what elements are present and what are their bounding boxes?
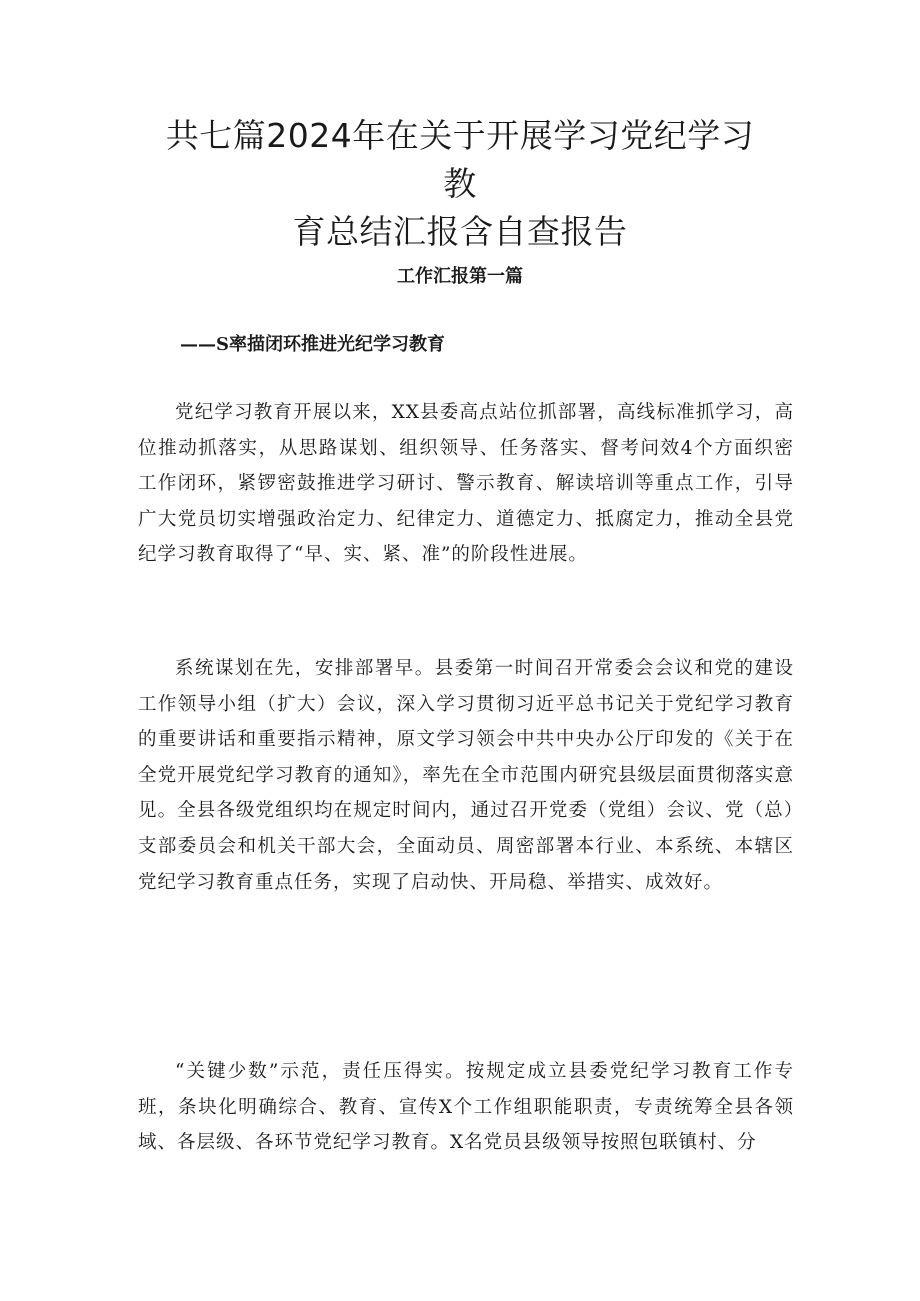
paragraph-2: 系统谋划在先，安排部署早。县委第一时间召开常委会会议和党的建设工作领导小组（扩大）会议，深入学习贯彻习近平总书记关于党纪学习教育的重要讲话和重要指示精神，原文学习领会中共中央办公厅印发的《关于在全党开展党纪学习教育的通知》，率先在全市范围内研究县级层面贯彻落实意见。全县各级党组织均在规定时间内，通过召开党委（党组）会议、党（总）支部委员会和机关干部大会，全面动员、周密部署本行业、本系统、本辖区党纪学习教育重点任务，实现了启动快、开局稳、举措实、成效好。 [138,658,794,893]
title-line-2: 育总结汇报含自查报告 [292,212,628,251]
section-heading: 工作汇报第一篇 [397,266,523,287]
subheading: ——S率描闭环推进光纪学习教育 [180,334,445,355]
paragraph-3: “关键少数”示范，责任压得实。按规定成立县委党纪学习教育工作专班，条块化明确综合、教育、宣传X个工作组职能职责，专责统筹全县各领域、各层级、各环节党纪学习教育。X名党员县级领导按照包联镇村、分 [138,1061,794,1154]
title-line-1: 共七篇2024年在关于开展学习党纪学习教 [165,116,755,203]
paragraph-1: 党纪学习教育开展以来，XX县委高点站位抓部署，高线标准抓学习，高位推动抓落实，从思路谋划、组织领导、任务落实、督考问效4个方面织密工作闭环，紧锣密鼓推进学习研讨、警示教育、解读培训等重点工作，引导广大党员切实增强政治定力、纪律定力、道德定力、抵腐定力，推动全县党纪学习教育取得了“早、实、紧、准”的阶段性进展。 [138,402,794,566]
document-title [150,112,770,256]
